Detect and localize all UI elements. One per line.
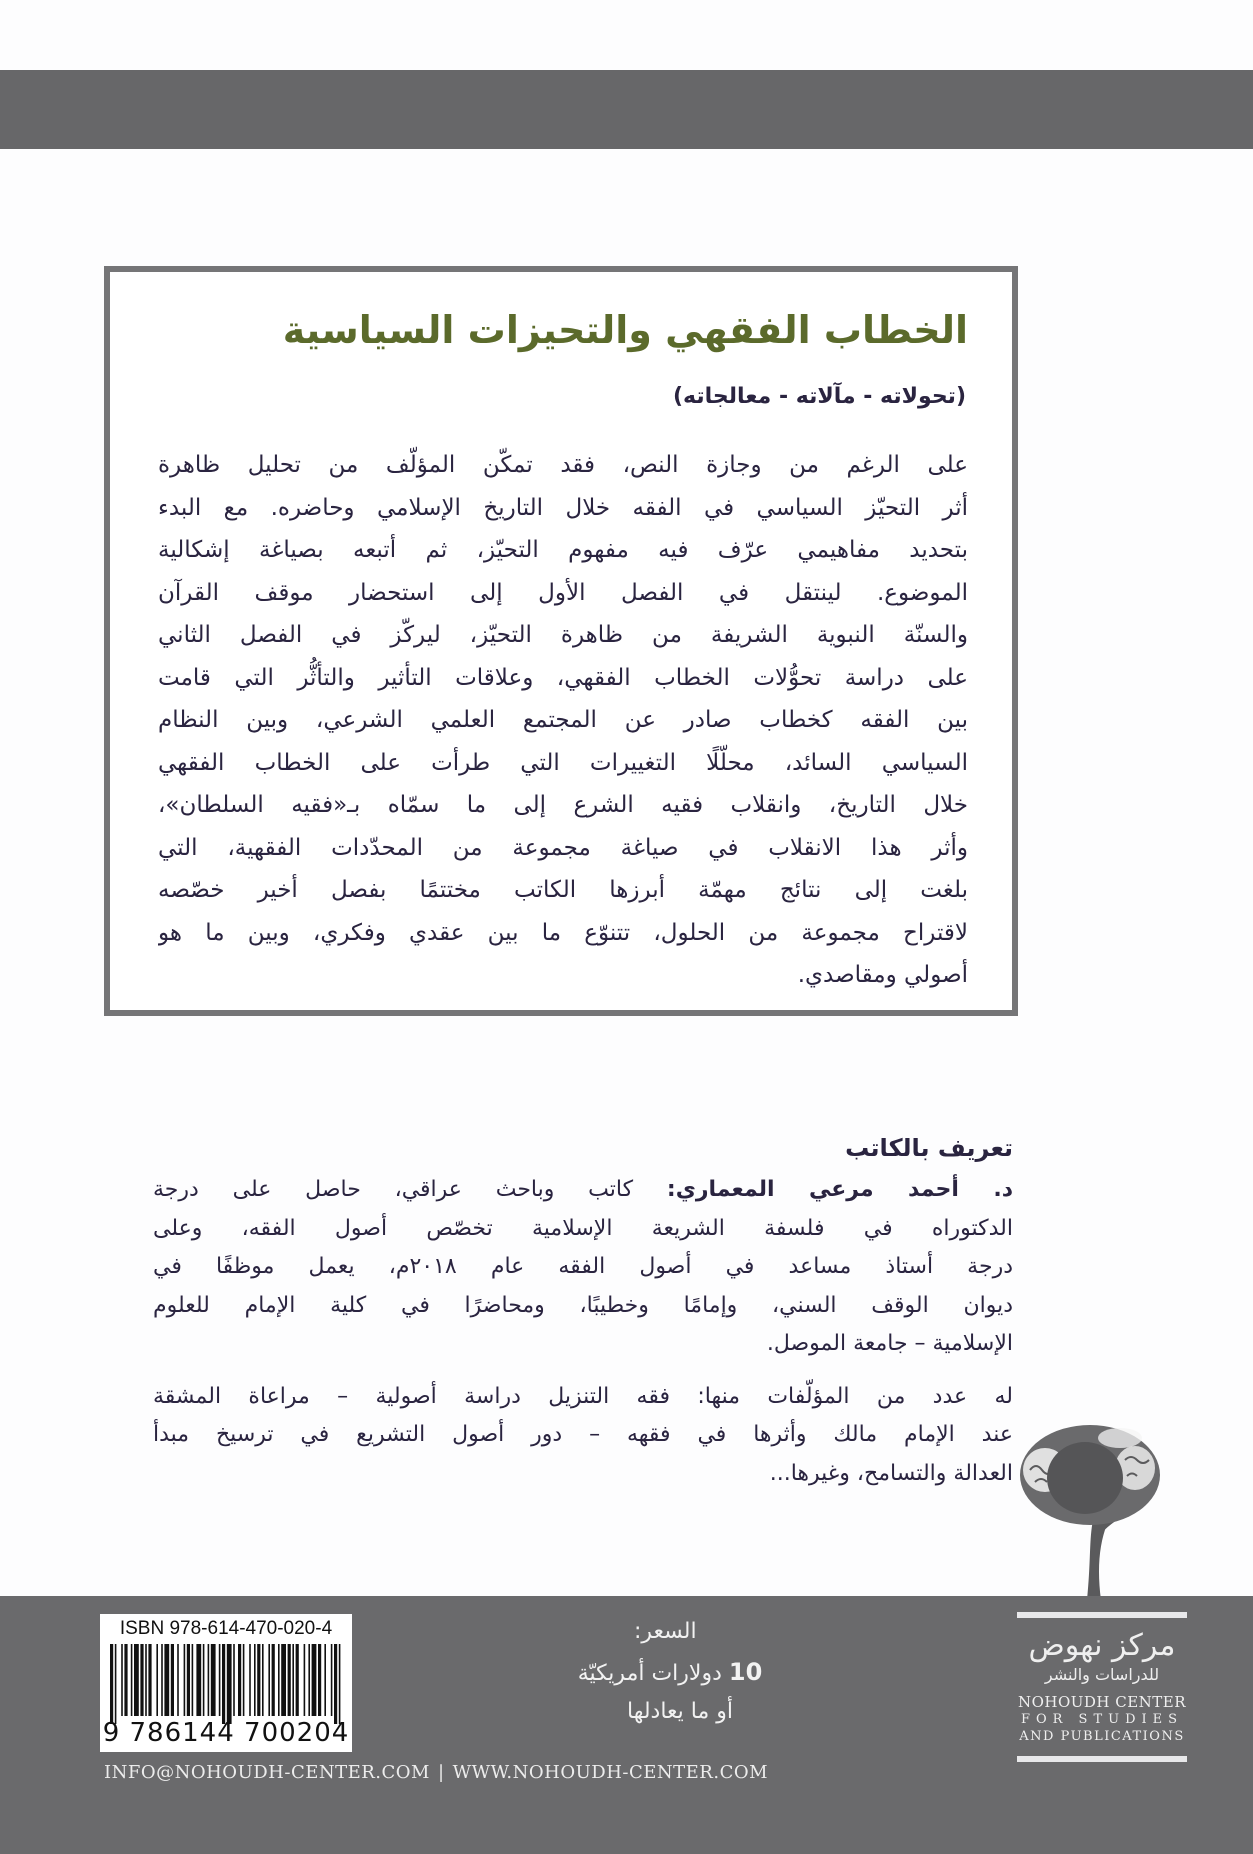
author-bio-line: درجة أستاذ مساعد في أصول الفقه عام ٢٠١٨م، يعمل موظفًا في: [153, 1254, 1013, 1279]
barcode-bar: [161, 1644, 163, 1716]
publisher-name-en-2: FOR STUDIES: [1020, 1712, 1184, 1727]
barcode-bar: [134, 1644, 139, 1716]
price-block: [520, 1612, 820, 1732]
barcode-bar: [262, 1644, 264, 1716]
barcode-bar: [308, 1644, 310, 1716]
author-works-line: له عدد من المؤلّفات منها: فقه التنزيل دراسة أصولية – مراعاة المشقة: [153, 1383, 1013, 1409]
book-title: الخطاب الفقهي والتحيزات السياسية: [282, 308, 968, 352]
barcode-bar: [192, 1644, 194, 1716]
barcode-bar: [121, 1644, 123, 1716]
barcode-bar: [331, 1644, 333, 1716]
barcode-bar: [219, 1644, 221, 1716]
price-equivalent: أو ما يعادلها: [627, 1699, 733, 1724]
publisher-subtitle-ar: للدراسات والنشر: [1044, 1665, 1160, 1684]
publisher-name-en-3: AND PUBLICATIONS: [1019, 1729, 1185, 1744]
publisher-rule-bottom: [1017, 1756, 1187, 1762]
summary-line: وأثر هذا الانقلاب في صياغة مجموعة من المحدّدات الفقهية، التي: [158, 834, 968, 861]
price-label: السعر:: [634, 1619, 697, 1644]
barcode-bar: [233, 1644, 235, 1716]
barcode-digits: [100, 1718, 352, 1748]
isbn-barcode: [100, 1614, 352, 1752]
barcode-bar: [318, 1644, 321, 1716]
isbn-label: ISBN 978-614-470-020-4: [119, 1618, 333, 1639]
contact-email[interactable]: INFO@NOHOUDH-CENTER.COM: [104, 1762, 430, 1783]
barcode-bar: [145, 1644, 147, 1716]
author-name: د. أحمد مرعي المعماري:: [666, 1177, 1013, 1202]
summary-line: على دراسة تحوُّلات الخطاب الفقهي، وعلاقات التأثير والتأثُّر التي قامت: [158, 664, 968, 691]
barcode-bar: [124, 1644, 127, 1716]
price-number: 10: [728, 1658, 763, 1686]
author-bio-line: الدكتوراه في فلسفة الشريعة الإسلامية تخصّص أصول الفقه، وعلى: [153, 1215, 1013, 1241]
barcode-bar: [187, 1644, 190, 1716]
author-section: [153, 1125, 1013, 1493]
author-bio-line: الإسلامية – جامعة الموصل.: [766, 1331, 1013, 1356]
barcode-bar: [208, 1644, 210, 1716]
barcode-digits-right: 700204: [244, 1718, 350, 1748]
barcode-bar: [257, 1644, 260, 1716]
contact-website[interactable]: WWW.NOHOUDH-CENTER.COM: [452, 1762, 769, 1783]
author-bio-line: ديوان الوقف السني، وإمامًا وخطيبًا، ومحاضرًا في كلية الإمام للعلوم: [153, 1292, 1013, 1318]
barcode-bar: [238, 1644, 241, 1716]
summary-line: أثر التحيّز السياسي في الفقه خلال التاريخ الإسلامي وحاضره. مع البدء: [158, 494, 968, 521]
barcode-bar: [227, 1644, 232, 1724]
summary-line: لاقتراح مجموعة من الحلول، تتنوّع ما بين عقدي وفكري، وبين ما هو: [158, 919, 968, 946]
barcode-bar: [324, 1644, 326, 1716]
summary-text: [158, 444, 968, 997]
barcode-bar: [243, 1644, 245, 1716]
summary-line: خلال التاريخ، وانقلاب فقيه الشرع إلى ما سمّاه بـ«فقيه السلطان»،: [158, 792, 968, 818]
summary-line: بلغت إلى نتائج مهمّة أبرزها الكاتب مختتمًا بفصل أخير خصّصه: [158, 877, 968, 903]
barcode-bar: [222, 1644, 225, 1724]
barcode-bar: [203, 1644, 205, 1716]
barcode-bar: [110, 1644, 113, 1724]
contact-separator: |: [438, 1762, 445, 1783]
summary-line: بين الفقه كخطاب صادر عن المجتمع العلمي الشرعي، وبين النظام: [158, 707, 968, 733]
barcode-bar: [304, 1644, 306, 1716]
barcode-bar: [164, 1644, 169, 1716]
barcode-bars: [110, 1644, 342, 1724]
brain-tree-icon: [1015, 1420, 1165, 1600]
summary-line: أصولي ومقاصدي.: [797, 962, 968, 988]
barcode-bar: [148, 1644, 151, 1716]
author-bio-line: [153, 1171, 1013, 1210]
barcode-bar: [288, 1644, 291, 1716]
barcode-bar: [196, 1644, 201, 1716]
summary-line: بتحديد مفاهيمي عرّف فيه مفهوم التحيّز، ثم أتبعه بصياغة إشكالية: [158, 537, 968, 563]
publisher-logo: [1017, 1612, 1187, 1762]
book-subtitle: (تحولاته - مآلاته - معالجاته): [672, 384, 966, 409]
barcode-bar: [249, 1644, 251, 1716]
barcode-bar: [272, 1644, 275, 1716]
barcode-bar: [131, 1644, 133, 1716]
contact-line: [104, 1762, 844, 1783]
barcode-bar: [278, 1644, 280, 1716]
barcode-bar: [156, 1644, 158, 1716]
author-works-line: عند الإمام مالك وأثرها في فقهه – دور أصول التشريع في ترسيخ مبدأ: [153, 1422, 1013, 1447]
price-amount: [520, 1652, 820, 1692]
barcode-bar: [292, 1644, 294, 1716]
author-heading: تعريف بالكاتب: [845, 1134, 1013, 1162]
summary-line: والسنّة النبوية الشريفة من ظاهرة التحيّز، ليركّز في الفصل الثاني: [158, 622, 968, 648]
publisher-name-en-1: NOHOUDH CENTER: [1017, 1693, 1187, 1711]
barcode-bar: [211, 1644, 216, 1716]
barcode-bar: [171, 1644, 174, 1716]
author-works-line: العدالة والتسامح، وغيرها...: [769, 1460, 1013, 1486]
barcode-bar: [312, 1644, 317, 1716]
barcode-bar: [115, 1644, 117, 1724]
barcode-bar: [281, 1644, 286, 1716]
summary-line: الموضوع. لينتقل في الفصل الأول إلى استحضار موقف القرآن: [158, 579, 968, 606]
barcode-bar: [334, 1644, 337, 1724]
publisher-rule-top: [1017, 1612, 1187, 1618]
publisher-name-ar: مركز نهوض: [1028, 1628, 1176, 1663]
barcode-bar: [254, 1644, 256, 1716]
barcode-bar: [177, 1644, 179, 1716]
summary-line: السياسي السائد، محلّلًا التغييرات التي طرأت على الخطاب الفقهي: [158, 749, 968, 776]
barcode-bar: [140, 1644, 143, 1716]
top-decorative-band: [0, 70, 1253, 149]
author-bio-first: كاتب وباحث عراقي، حاصل على درجة: [153, 1177, 634, 1202]
price-currency: دولارات أمريكيّة: [577, 1661, 722, 1686]
barcode-bar: [268, 1644, 270, 1716]
barcode-digits-left: 786144: [129, 1718, 235, 1748]
barcode-bar: [339, 1644, 341, 1724]
barcode-bar: [184, 1644, 186, 1716]
barcode-digit-lead: 9: [102, 1718, 121, 1748]
book-summary-box: [104, 266, 1018, 1016]
barcode-bar: [296, 1644, 299, 1716]
summary-line: على الرغم من وجازة النص، فقد تمكّن المؤلّف من تحليل ظاهرة: [158, 452, 968, 478]
